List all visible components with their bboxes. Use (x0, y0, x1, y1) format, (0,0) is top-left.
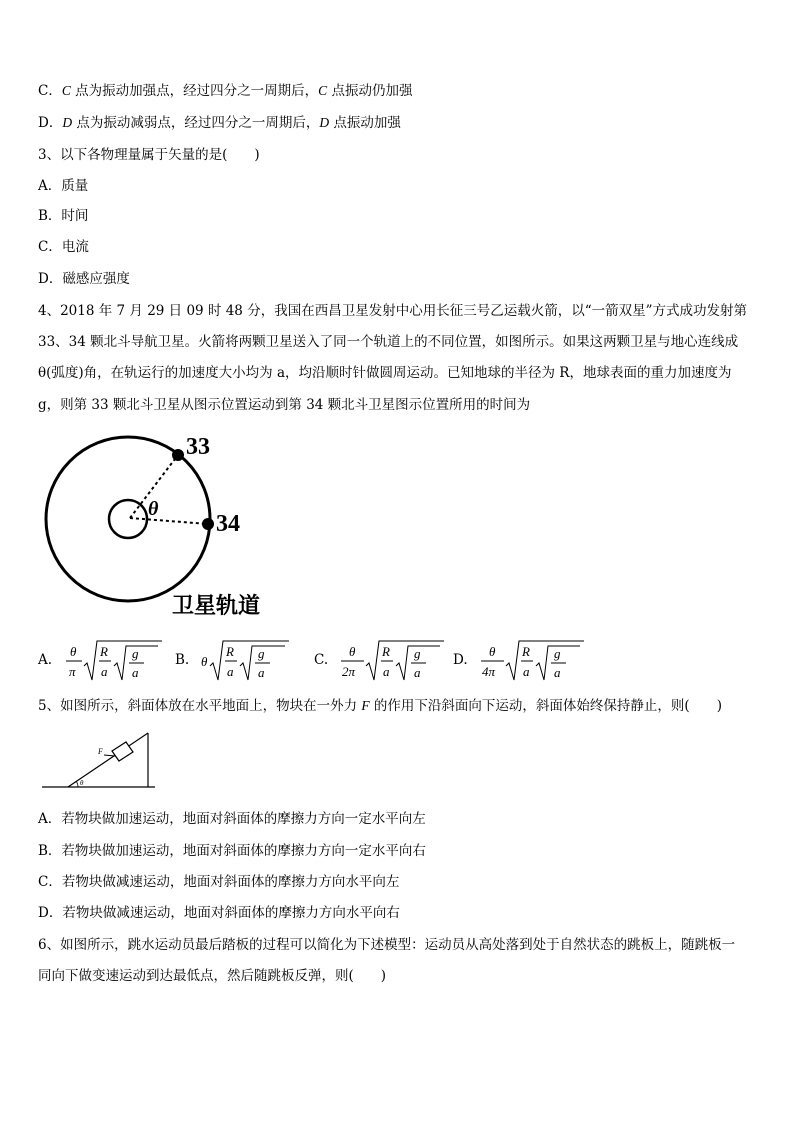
point-d: D (62, 115, 73, 130)
fraction-numerator: θ (70, 644, 77, 659)
option-label: C． (38, 83, 62, 99)
fraction-numerator: θ (488, 644, 496, 659)
q5-stem (38, 697, 722, 715)
radius-to-34 (130, 518, 208, 524)
q5-option-c: C．若物块做减速运动，地面对斜面体的摩擦力方向水平向左 (38, 874, 400, 890)
symbol-a: a (101, 664, 108, 679)
formula-d (478, 636, 588, 684)
option-text: 点为振动减弱点，经过四分之一周期后， (72, 115, 320, 131)
stem-text: 5、如图所示，斜面体放在水平地面上，物块在一外力 (38, 698, 362, 714)
q3-stem: 3、以下各物理量属于矢量的是( ) (38, 147, 260, 163)
q4-option-a (38, 636, 167, 684)
symbol-a: a (227, 664, 234, 679)
fraction-denominator: 4π (481, 664, 495, 679)
q3-option-c: C．电流 (38, 239, 89, 255)
option-label: B. (175, 652, 190, 668)
symbol-g: g (132, 646, 139, 661)
q4-option-c (314, 636, 448, 684)
q4-stem-line-4: g，则第 33 颗北斗卫星从图示位置运动到第 34 颗北斗卫星图示位置所用的时间为 (38, 397, 531, 413)
symbol-a: a (383, 664, 390, 679)
point-d: D (319, 115, 330, 130)
fraction-denominator: π (69, 664, 76, 679)
symbol-a: a (132, 665, 139, 680)
option-label: D． (38, 115, 63, 131)
formula-c (338, 636, 448, 684)
option-text: 点振动加强 (329, 115, 401, 131)
q4-stem-line-2: 33、34 颗北斗导航卫星。火箭将两颗卫星送入了同一个轨道上的不同位置，如图所示。如果这两颗卫星与地心连线成 (38, 334, 739, 350)
q4-stem-line-3: θ(弧度)角，在轨运行的加速度大小均为 a，均沿顺时针做圆周运动。已知地球的半径为 R，地球表面的重力加速度为 (38, 365, 732, 381)
symbol-theta: θ (201, 654, 208, 669)
earth-circle (109, 500, 147, 538)
q3-option-d: D．磁感应强度 (38, 271, 130, 287)
q3-option-a: A．质量 (38, 178, 89, 194)
force-arrow (104, 755, 115, 756)
q6-stem-line-2: 同向下做变速运动到达最低点，然后随跳板反弹，则( ) (38, 968, 387, 984)
angle-theta-label: θ (148, 498, 159, 520)
q3-option-b: B．时间 (38, 208, 89, 224)
symbol-r: R (226, 644, 235, 659)
force-symbol: F (361, 698, 370, 713)
q4-option-d (453, 636, 588, 684)
q2-option-c (38, 82, 412, 100)
q4-option-b (175, 636, 294, 684)
satellite-33-label: 33 (186, 434, 210, 460)
symbol-a: a (258, 665, 265, 680)
symbol-g: g (553, 646, 561, 661)
q5-option-b: B．若物块做加速运动，地面对斜面体的摩擦力方向一定水平向右 (38, 843, 426, 859)
symbol-a: a (522, 664, 530, 679)
orbit-circle (46, 437, 210, 601)
formula-b (199, 636, 294, 684)
symbol-r: R (521, 644, 530, 659)
satellite-33-dot (172, 449, 184, 461)
q2-option-d (38, 114, 401, 132)
point-c: C (61, 83, 71, 98)
formula-a (62, 636, 167, 684)
symbol-r: R (100, 644, 108, 659)
symbol-g: g (414, 646, 421, 661)
q6-stem-line-1: 6、如图所示，跳水运动员最后踏板的过程可以简化为下述模型：运动员从高处落到处于自然状态的跳板上，随跳板一 (38, 937, 736, 953)
symbol-r: R (382, 644, 391, 659)
angle-label: θ (80, 779, 84, 787)
q4-stem-line-1: 4、2018 年 7 月 29 日 09 时 48 分，我国在西昌卫星发射中心用长征三号乙运载火箭，以“一箭双星”方式成功发射第 (38, 303, 747, 319)
point-c: C (318, 83, 328, 98)
option-label: C. (314, 652, 329, 668)
fraction-denominator: 2π (342, 664, 356, 679)
symbol-g: g (258, 646, 265, 661)
fraction-numerator: θ (349, 644, 356, 659)
symbol-a: a (414, 665, 421, 680)
orbit-caption: 卫星轨道 (172, 593, 261, 618)
option-label: D. (453, 652, 468, 668)
satellite-34-label: 34 (216, 511, 240, 537)
option-text: 点振动仍加强 (327, 83, 413, 99)
angle-arc (76, 781, 78, 787)
stem-text: 的作用下沿斜面向下运动，斜面体始终保持静止，则( ) (369, 698, 722, 714)
satellite-orbit-figure (40, 428, 290, 623)
option-text: 点为振动加强点，经过四分之一周期后， (70, 83, 319, 99)
q5-option-d: D．若物块做减速运动，地面对斜面体的摩擦力方向水平向右 (38, 905, 400, 921)
q5-option-a: A．若物块做加速运动，地面对斜面体的摩擦力方向一定水平向左 (38, 811, 426, 827)
force-label: F (98, 747, 103, 756)
satellite-34-dot (202, 518, 214, 530)
incline-figure (40, 725, 160, 795)
option-label: A. (38, 652, 53, 668)
symbol-a: a (553, 665, 561, 680)
